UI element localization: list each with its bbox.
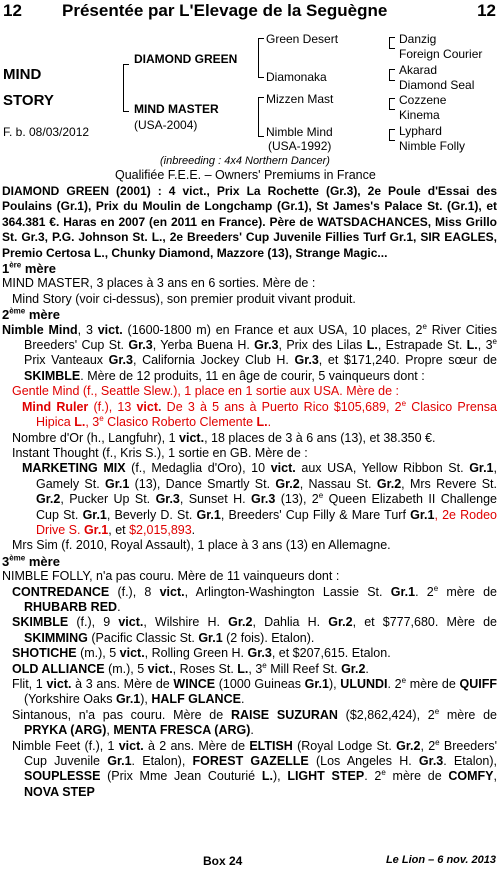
pedigree-gen3-1: Danzig: [399, 32, 437, 46]
nombre-dor-entry: Nombre d'Or (h., Langfuhr), 1 vict., 18 places de 3 à 6 ans (13), et 38.350 €.: [12, 430, 436, 445]
pedigree-gen3-7: Lyphard: [399, 124, 442, 138]
nimble-folly-intro: NIMBLE FOLLY, n'a pas couru. Mère de 11 vainqueurs dont :: [2, 569, 340, 584]
catalogue-body: [2, 184, 497, 800]
pedigree-dam-dam: Nimble Mind: [266, 125, 333, 139]
pedigree-gen3-4: Diamond Seal: [399, 78, 475, 92]
pedigree-bracket-sire: [258, 38, 264, 78]
footer-box: Box 24: [203, 854, 243, 868]
nimble-feet-entry: Nimble Feet (f.), 1 vict. à 2 ans. Mère de ELTISH (Royal Lodge St. Gr.2, 2e Breeders' Cup Juvenile Gr.1. Etalon), FOREST GAZELLE (Los Angeles H. Gr.3. Etalon), SOUPLESSE (Prix Mme Jean Couturié L.), LIGHT STEP. 2e mère de COMFY, NOVA STEP: [12, 737, 498, 799]
gentle-mind-entry: Gentle Mind (f., Seattle Slew.), 1 place en 1 sortie aux USA. Mère de :: [12, 384, 399, 399]
flit-entry: Flit, 1 vict. à 3 ans. Mère de WINCE (1000 Guineas Gr.1), ULUNDI. 2e mère de QUIFF (Yorkshire Oaks Gr.1), HALF GLANCE.: [12, 675, 497, 707]
pedigree-gen3-3: Akarad: [399, 63, 438, 77]
shotiche-entry: SHOTICHE (m.), 5 vict., Rolling Green H. Gr.3, et $207,615. Etalon.: [12, 646, 391, 661]
pedigree-gen3-5: Cozzene: [399, 93, 447, 107]
pedigree-bracket-gs2: [389, 69, 395, 81]
consignor-title: Présentée par L'Elevage de la Seguègne: [62, 1, 388, 20]
second-dam-heading: 2ème mère: [2, 306, 60, 323]
pedigree-gen3-8: Nimble Folly: [399, 139, 466, 153]
first-dam-line1: MIND MASTER, 3 places à 3 ans en 6 sorties. Mère de :: [2, 276, 316, 291]
pedigree-dam: MIND MASTER: [134, 102, 219, 116]
pedigree-dam-dam-origin: (USA-1992): [268, 139, 332, 153]
instant-thought-entry: Instant Thought (f., Kris S.), 1 sortie en GB. Mère de :: [12, 445, 308, 460]
pedigree-gen3-6: Kinema: [399, 108, 440, 122]
horse-name-line1: MIND: [3, 66, 42, 83]
footer-date: Le Lion – 6 nov. 2013: [385, 854, 496, 866]
pedigree-bracket-dam: [258, 97, 264, 137]
lot-number-right: 12: [477, 1, 496, 20]
pedigree-bracket-gs3: [389, 98, 395, 110]
old-alliance-entry: OLD ALLIANCE (m.), 5 vict., Roses St. L., 3e Mill Reef St. Gr.2.: [12, 660, 369, 676]
pedigree-bracket-gs1: [389, 37, 395, 49]
skimble-entry: SKIMBLE (f.), 9 vict., Wilshire H. Gr.2, Dahlia H. Gr.2, et $777,680. Mère de SKIMMING (Pacific Classic St. Gr.1 (2 fois). Etalon).: [12, 615, 497, 645]
pedigree-bracket-gs4: [389, 129, 395, 141]
mind-ruler-entry: Mind Ruler (f.), 13 vict. De 3 à 5 ans à Puerto Rico $105,689, 2e Clasico Prensa Hipica L., 3e Clasico Roberto Clemente L..: [22, 398, 497, 430]
sintanous-entry: Sintanous, n'a pas couru. Mère de RAISE SUZURAN ($2,862,424), 2e mère de PRYKA (ARG), MENTA FRESCA (ARG).: [12, 706, 497, 738]
horse-name-line2: STORY: [3, 92, 54, 109]
pedigree-sire-dam: Diamonaka: [266, 70, 327, 84]
lot-number: 12: [3, 1, 22, 20]
mrs-sim-entry: Mrs Sim (f. 2010, Royal Assault), 1 place à 3 ans (13) en Allemagne.: [12, 538, 391, 553]
pedigree-dam-sire: Mizzen Mast: [266, 92, 334, 106]
pedigree-sire-sire: Green Desert: [266, 32, 339, 46]
qualification: Qualifiée F.E.E. – Owners' Premiums in France: [115, 168, 376, 182]
third-dam-heading: 3ème mère: [2, 553, 60, 569]
pedigree-sire: DIAMOND GREEN: [134, 52, 238, 66]
contredance-entry: CONTREDANCE (f.), 8 vict., Arlington-Washington Lassie St. Gr.1. 2e mère de RHUBARB RED.: [12, 583, 497, 614]
inbreeding-note: (inbreeding : 4x4 Northern Dancer): [160, 155, 330, 167]
horse-description: F. b. 08/03/2012: [3, 125, 90, 139]
pedigree-gen3-2: Foreign Courier: [399, 47, 483, 61]
first-dam-line2: Mind Story (voir ci-dessus), son premier produit vivant produit.: [12, 291, 356, 306]
pedigree-bracket-gen1: [123, 64, 129, 112]
pedigree-dam-origin: (USA-2004): [134, 118, 198, 132]
sire-note: DIAMOND GREEN (2001) : 4 vict., Prix La Rochette (Gr.3), 2e Poule d'Essai des Poulains (Gr.1), Prix du Moulin de Longchamp (Gr.1), St James's Palace St. (Gr.1), et 364.381 €. Haras en 2007 (en 2011 en France). Père de WATSDACHANCES, Miss Grillo St. Gr.3, P.G. Johnson St. L., 2e Breeders' Cup Juvenile Fillies Turf Gr.1, SIR EAGLES, Premio Certosa L., Chunky Diamond, Mazzore (13), Strange Magic...: [2, 184, 497, 260]
first-dam-heading: 1ère mère: [2, 260, 56, 277]
nimble-mind-entry: Nimble Mind, 3 vict. (1600-1800 m) en France et aux USA, 10 places, 2e River Cities Breeders' Cup St. Gr.3, Yerba Buena H. Gr.3, Prix des Lilas L., Estrapade St. L., 3e Prix Vanteaux Gr.3, California Jockey Club H. Gr.3, et $171,240. Propre sœur de SKIMBLE. Mère de 12 produits, 11 en âge de courir, 5 vainqueurs dont :: [2, 321, 497, 383]
marketing-mix-entry: MARKETING MIX (f., Medaglia d'Oro), 10 vict. aux USA, Yellow Ribbon St. Gr.1, Gamely St. Gr.1 (13), Dance Smartly St. Gr.2, Nassau St. Gr.2, Mrs Revere St. Gr.2, Pucker Up St. Gr.3, Sunset H. Gr.3 (13), 2e Queen Elizabeth II Challenge Cup St. Gr.1, Beverly D. St. Gr.1, Breeders' Cup Filly & Mare Turf Gr.1, 2e Rodeo Drive S. Gr.1, et $2,015,893.: [22, 461, 498, 537]
